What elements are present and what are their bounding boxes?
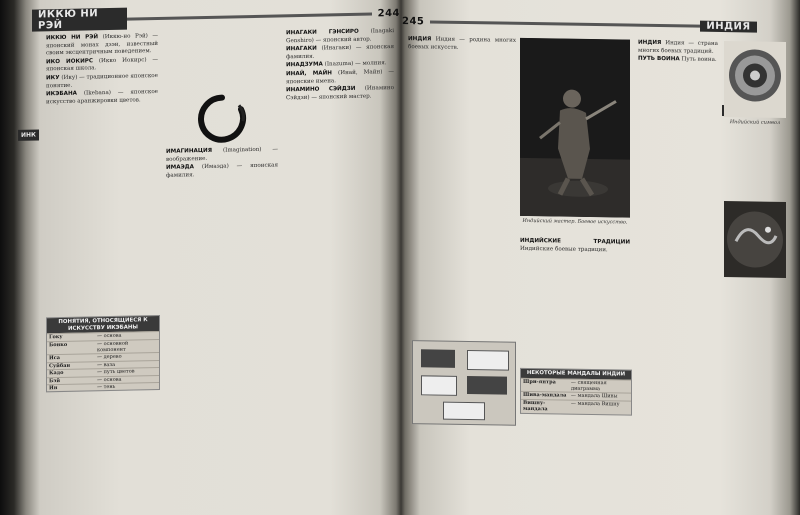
table-row: Кадо — путь цветов [47,367,159,377]
diagram-box [443,402,485,421]
table-title: НЕКОТОРЫЕ МАНДАЛЫ ИНДИИ [521,369,631,379]
terms-table [46,315,160,393]
entry: ИНДИЯ Индия — родина многих боевых искусств. [408,36,516,51]
diagram-box [467,350,509,371]
left-side-tab: ИНК [18,129,39,140]
table-row: Суйбан — ваза [47,360,159,370]
diagram-box [421,349,455,368]
left-column-3 [286,28,394,490]
table-row: Бэй — основа [47,375,159,385]
table-row: Гоку — основа [47,331,159,341]
header-rule [127,12,372,20]
table-row: Иса — дерево [47,352,159,362]
table-row: Шива-мандала — мандала Шивы [521,391,631,400]
entry: ИНДИЙСКИЕ ТРАДИЦИИ Индийские боевые традиции. [520,237,630,253]
diagram-box [467,376,507,395]
left-running-head [32,6,400,32]
photo-caption: Индийский мастер. Боевое искусство. [522,217,628,226]
mandala-caption: Индийский символ [729,119,781,126]
table-row: Ин — тень [47,382,159,392]
table-row: Шри-янтра — священная диаграмма [521,377,631,393]
entry: ИНАЙ, МАЙН (Инай, Майн) — японские имена. [286,69,395,85]
left-page [14,0,400,515]
entry: ПУТЬ ВОИНА Путь воина. [638,55,717,64]
flow-diagram [412,340,516,426]
entry: ИКУ (Ику) — традиционное японское понятие. [46,72,158,89]
mandala-table [520,368,632,415]
entry: ИНАГАКИ ГЭНСИРО (Inagaki Genshiro) — японский автор. [286,28,394,44]
left-column-1 [46,33,158,335]
right-running-head-text: ИНДИЯ [700,20,756,32]
diagram-box [421,375,457,396]
entry: ИККЮ НИ РЭЙ (Иккю-но Рэй) — японский монах дзэн, известный своим эксцентричным поведением. [46,32,158,57]
right-running-head [402,14,757,34]
left-running-head-text: ИККЮ НИ РЭЙ [32,8,127,32]
entry: ИНДИЯ Индия — страна многих боевых традиций. [638,39,719,55]
table-row: Вишну-мандала — мандала Вишну [521,399,631,415]
entry: ИМАГИНАЦИЯ (Imagination) — воображение. [166,146,279,163]
left-column-2 [166,30,278,492]
right-column-3 [638,40,718,501]
table-title: ПОНЯТИЯ, ОТНОСЯЩИЕСЯ К ИСКУССТВУ ИКЭБАНЫ [47,316,159,334]
entry: ИКО ИОКИРС (Икко Иокирс) — японская школа. [46,56,159,73]
dragon-plate-image [724,201,786,278]
entry: ИНАМИНО СЭЙДЗИ (Инамино Сэйдзи) — японский мастер. [286,85,395,102]
header-rule [430,20,700,27]
right-page [402,0,792,515]
entry: ИКЭБАНА (Ikebana) — японское искусство аранжировки цветов. [46,89,158,106]
mandala-image [724,41,786,118]
entry: ИМАЭДА (Имаэда) — японская фамилия. [166,162,278,179]
entry: ИНАДЗУМА (Inazuma) — молния. [286,60,387,69]
right-page-number: 245 [402,15,425,27]
enso-circle-icon [193,91,251,144]
martial-artist-photo [520,38,630,218]
entry: ИНАГАКИ (Инагаки) — японская фамилия. [286,44,394,61]
table-row: Бонко — основной компонент [47,339,159,355]
right-column-1 [408,36,516,498]
left-page-number: 244 [377,7,400,19]
